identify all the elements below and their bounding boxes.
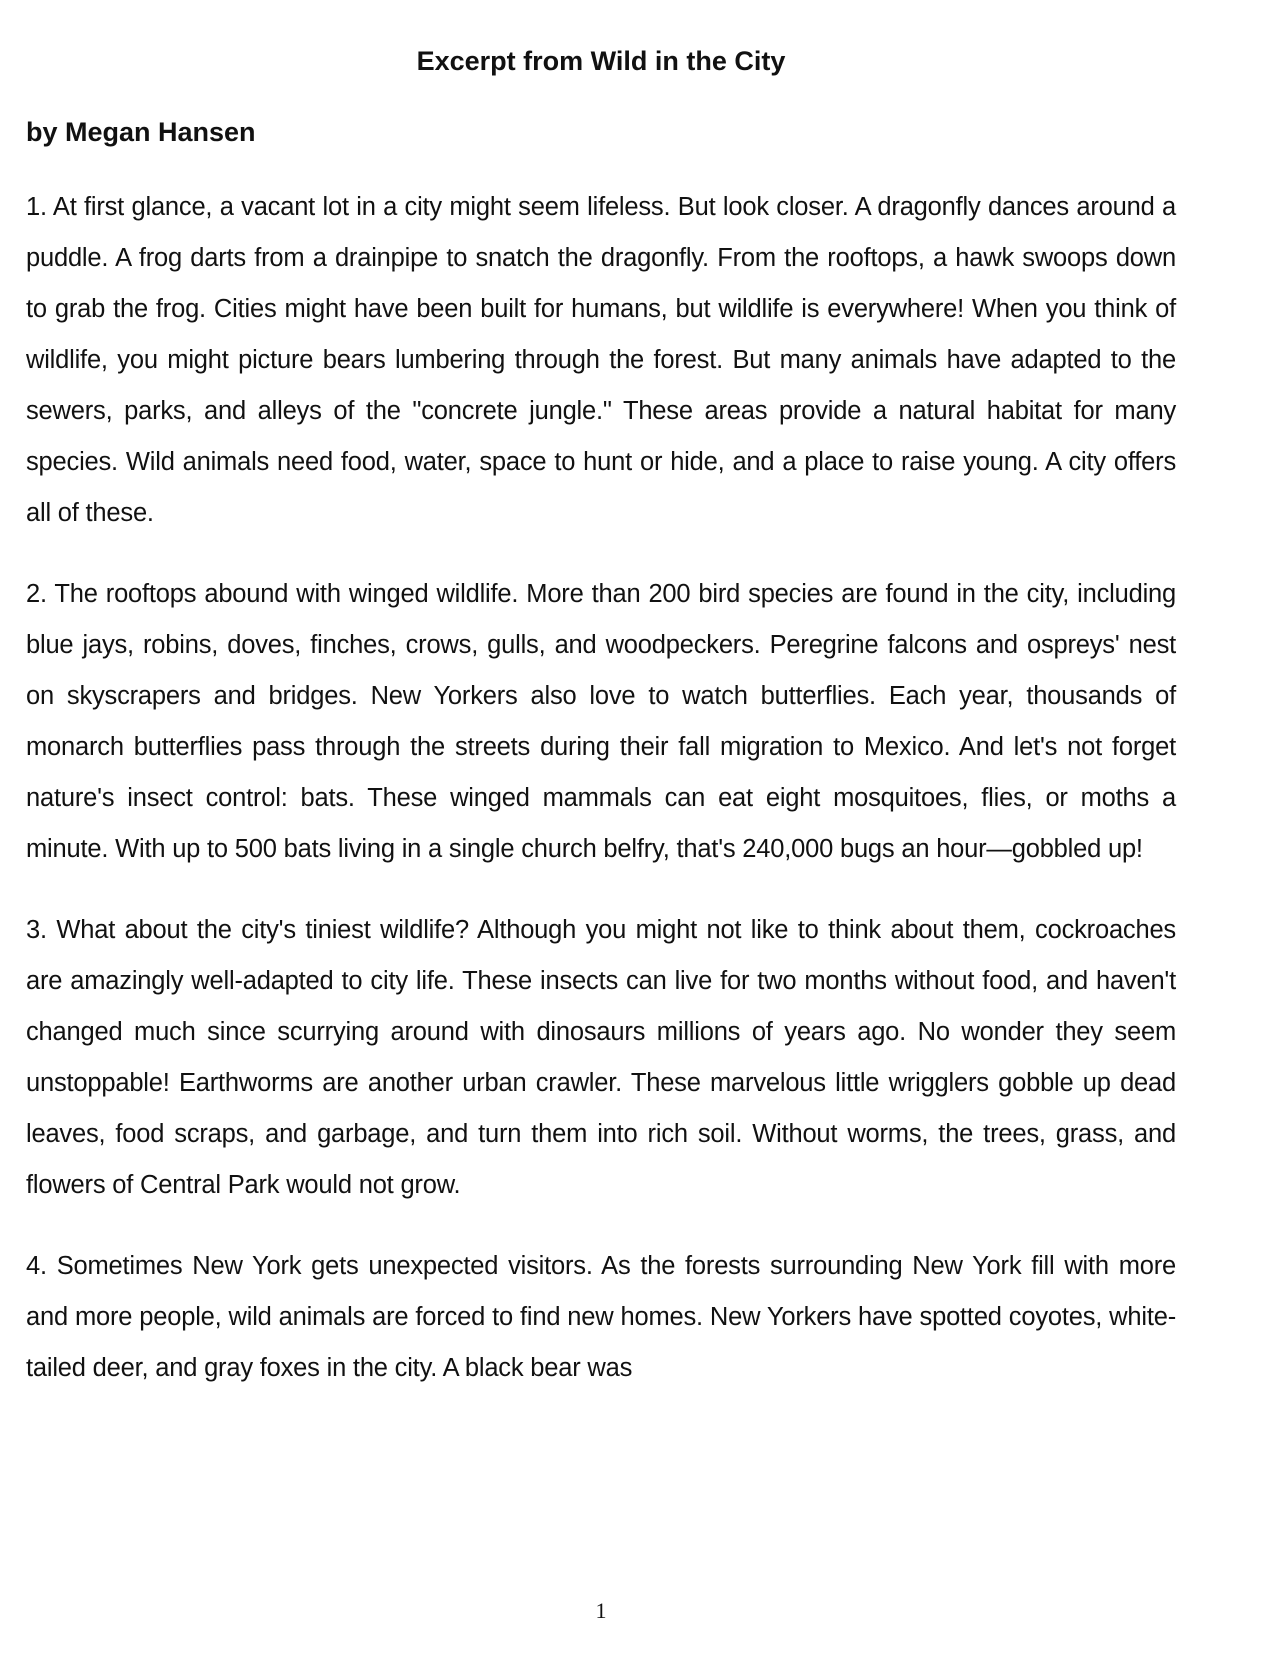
document-page — [26, 0, 1176, 1661]
paragraph-1: 1. At first glance, a vacant lot in a city might seem lifeless. But look closer. A dragonfly dances around a puddle. A frog darts from a drainpipe to snatch the dragonfly. From the rooftops, a hawk swoops down to grab the frog. Cities might have been built for humans, but wildlife is everywhere! When you think of wildlife, you might picture bears lumbering through the forest. But many animals have adapted to the sewers, parks, and alleys of the "concrete jungle." These areas provide a natural habitat for many species. Wild animals need food, water, space to hunt or hide, and a place to raise young. A city offers all of these. — [26, 193, 1176, 527]
paragraph-4: 4. Sometimes New York gets unexpected visitors. As the forests surrounding New York fill with more and more people, wild animals are forced to find new homes. New Yorkers have spotted coyotes, white-tailed deer, and gray foxes in the city. A black bear was — [26, 1252, 1176, 1382]
page-number: 1 — [595, 1598, 607, 1623]
author-byline: by Megan Hansen — [26, 117, 256, 147]
paragraph-2: 2. The rooftops abound with winged wildlife. More than 200 bird species are found in the city, including blue jays, robins, doves, finches, crows, gulls, and woodpeckers. Peregrine falcons and ospreys' nest on skyscrapers and bridges. New Yorkers also love to watch butterflies. Each year, thousands of monarch butterflies pass through the streets during their fall migration to Mexico. And let's not forget nature's insect control: bats. These winged mammals can eat eight mosquitoes, flies, or moths a minute. With up to 500 bats living in a single church belfry, that's 240,000 bugs an hour—gobbled up! — [26, 580, 1176, 863]
document-title: Excerpt from Wild in the City — [416, 46, 786, 76]
paragraph-3: 3. What about the city's tiniest wildlife? Although you might not like to think about them, cockroaches are amazingly well-adapted to city life. These insects can live for two months without food, and haven't changed much since scurrying around with dinosaurs millions of years ago. No wonder they seem unstoppable! Earthworms are another urban crawler. These marvelous little wrigglers gobble up dead leaves, food scraps, and garbage, and turn them into rich soil. Without worms, the trees, grass, and flowers of Central Park would not grow. — [26, 916, 1176, 1199]
body-text — [26, 182, 1176, 1424]
